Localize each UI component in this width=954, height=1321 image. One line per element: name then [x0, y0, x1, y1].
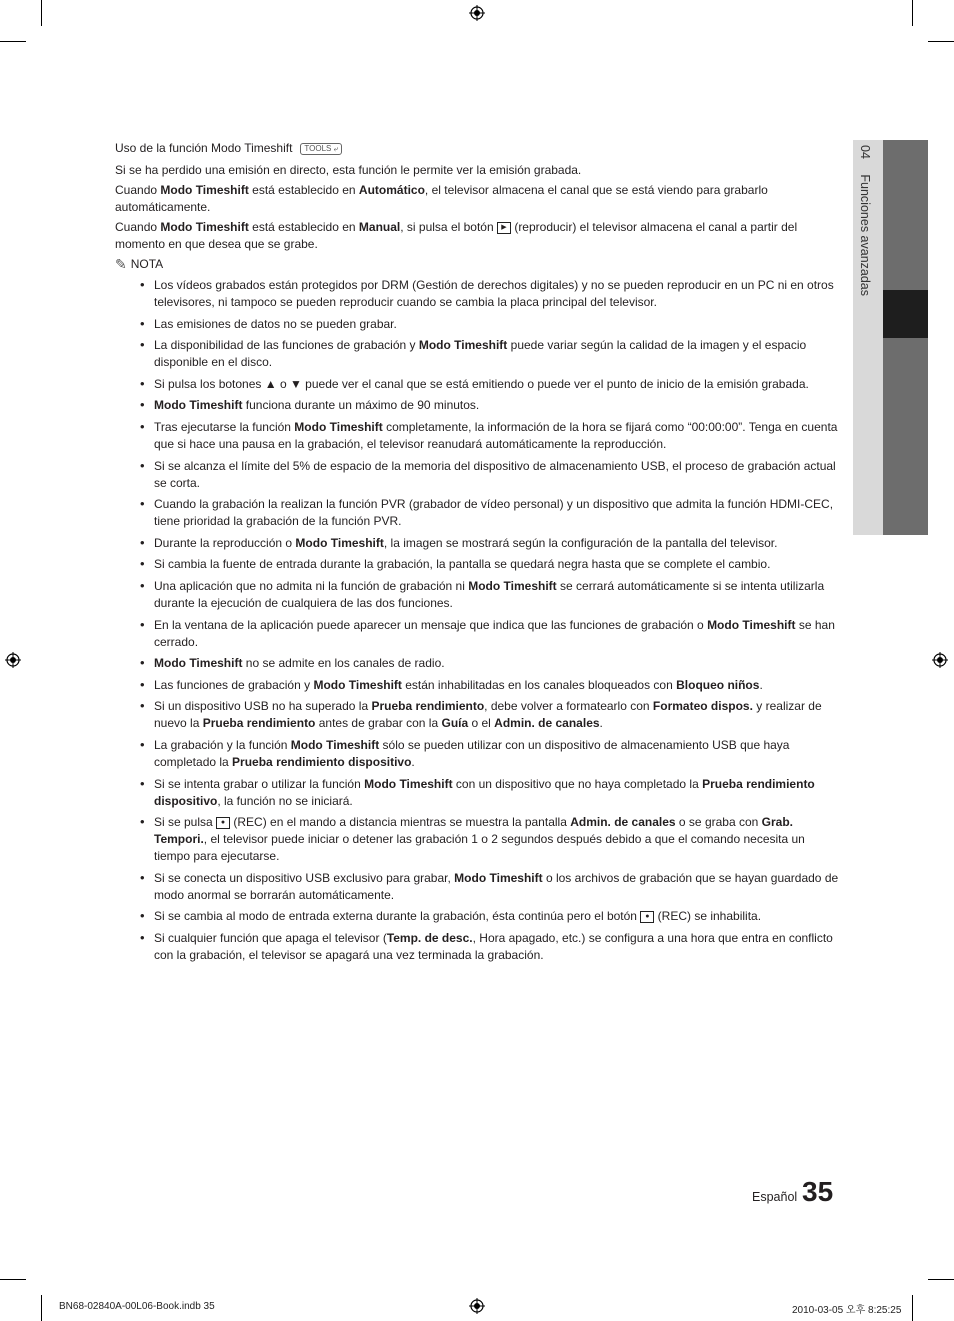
- side-tab-label: [858, 145, 872, 296]
- pencil-note-icon: ✎: [115, 256, 127, 272]
- note-item: • En la ventana de la aplicación puede aparecer un mensaje que indica que las funciones de grabación o Modo Timeshift se han cerrado.: [115, 617, 840, 651]
- crop-mark: [928, 41, 954, 42]
- section-heading: [115, 140, 840, 157]
- note-item: • Las emisiones de datos no se pueden grabar.: [115, 316, 840, 333]
- crop-mark: [41, 1295, 42, 1321]
- note-heading: [115, 256, 840, 273]
- page-number: 35: [802, 1176, 834, 1207]
- note-item: • Si se cambia al modo de entrada externa durante la grabación, ésta continúa pero el botón ● (REC) se inhabilita.: [115, 908, 840, 925]
- rec-button-icon: ●: [216, 817, 230, 829]
- note-item: • Los vídeos grabados están protegidos por DRM (Gestión de derechos digitales) y no se pueden reproducir en un PC ni en otros televisores, ni tampoco se pueden reproducir cuando se cambia la placa principal del televisor.: [115, 277, 840, 311]
- note-item: • Si cambia la fuente de entrada durante la grabación, la pantalla se quedará negra hasta que se complete el cambio.: [115, 556, 840, 573]
- crop-mark: [0, 1279, 26, 1280]
- note-item: • Si se alcanza el límite del 5% de espacio de la memoria del dispositivo de almacenamiento USB, el proceso de grabación actual se corta.: [115, 458, 840, 492]
- note-item: • Si un dispositivo USB no ha superado la Prueba rendimiento, debe volver a formatearlo con Formateo dispos. y realizar de nuevo la Prueba rendimiento antes de grabar con la Guía o el Admin. de canales.: [115, 698, 840, 732]
- registration-mark-icon: [932, 652, 948, 668]
- registration-mark-icon: [469, 1298, 485, 1314]
- chapter-title: Funciones avanzadas: [858, 174, 872, 296]
- print-slug-file: BN68-02840A-00L06-Book.indb 35: [59, 1301, 215, 1312]
- registration-mark-icon: [5, 652, 21, 668]
- registration-mark-icon: [469, 5, 485, 21]
- note-item: • Una aplicación que no admita ni la función de grabación ni Modo Timeshift se cerrará automáticamente si se intenta utilizarla durante la ejecución de cualquiera de las dos funciones.: [115, 578, 840, 612]
- note-item: • Si se pulsa ● (REC) en el mando a distancia mientras se muestra la pantalla Admin. de canales o se graba con Grab. Tempori., el televisor puede iniciar o detener las grabación 1 o 2 segundos después debido a que el comando necesita un tiempo para ejecutarse.: [115, 814, 840, 865]
- note-item: • Si se conecta un dispositivo USB exclusivo para grabar, Modo Timeshift o los archivos de grabación que se hayan guardado de modo anormal se borrarán automáticamente.: [115, 870, 840, 904]
- note-item: • Las funciones de grabación y Modo Timeshift están inhabilitadas en los canales bloqueados con Bloqueo niños.: [115, 677, 840, 694]
- note-item: • Modo Timeshift no se admite en los canales de radio.: [115, 655, 840, 672]
- note-label: NOTA: [130, 257, 164, 271]
- crop-mark: [912, 1295, 913, 1321]
- note-item: • Si pulsa los botones ▲ o ▼ puede ver el canal que se está emitiendo o puede ver el punto de inicio de la emisión grabada.: [115, 376, 840, 393]
- note-item: • Si se intenta grabar o utilizar la función Modo Timeshift con un dispositivo que no haya completado la Prueba rendimiento dispositivo, la función no se iniciará.: [115, 776, 840, 810]
- tools-badge-icon: TOOLS ⤶: [300, 143, 342, 155]
- note-item: • La grabación y la función Modo Timeshift sólo se pueden utilizar con un dispositivo de almacenamiento USB que haya completado la Prueba rendimiento dispositivo.: [115, 737, 840, 771]
- section-title: Uso de la función Modo Timeshift: [115, 141, 293, 155]
- note-item: • Si cualquier función que apaga el televisor (Temp. de desc., Hora apagado, etc.) se configura a una hora que entra en conflicto con la grabación, el televisor se apagará una vez terminada la grabación.: [115, 930, 840, 964]
- intro-paragraph: Si se ha perdido una emisión en directo, esta función le permite ver la emisión grabada.: [115, 163, 582, 177]
- crop-mark: [0, 41, 26, 42]
- footer-language: Español: [752, 1190, 798, 1204]
- print-slug-date: 2010-03-05 오후 8:25:25: [792, 1305, 902, 1316]
- crop-mark: [912, 0, 913, 26]
- note-item: • Durante la reproducción o Modo Timeshift, la imagen se mostrará según la configuración de la pantalla del televisor.: [115, 535, 840, 552]
- side-tab-active-marker: [883, 290, 928, 338]
- intro-paragraph: Cuando Modo Timeshift está establecido en Automático, el televisor almacena el canal que se está viendo para grabarlo automáticamente.: [115, 183, 768, 214]
- note-item: • Modo Timeshift funciona durante un máximo de 90 minutos.: [115, 397, 840, 414]
- crop-mark: [928, 1279, 954, 1280]
- note-item: • La disponibilidad de las funciones de grabación y Modo Timeshift puede variar según la calidad de la imagen y el espacio disponible en el disco.: [115, 337, 840, 371]
- note-item: • Tras ejecutarse la función Modo Timeshift completamente, la información de la hora se fijará como “00:00:00”. Tenga en cuenta que si hace una pausa en la grabación, el televisor reanudará automáticamente la reproducción.: [115, 419, 840, 453]
- play-button-icon: ▶: [497, 222, 511, 234]
- crop-mark: [41, 0, 42, 26]
- chapter-number: 04: [858, 145, 872, 159]
- note-list: [115, 277, 840, 964]
- note-item: • Cuando la grabación la realizan la función PVR (grabador de vídeo personal) y un dispositivo que admita la función HDMI-CEC, tiene prioridad la grabación de la función PVR.: [115, 496, 840, 530]
- rec-button-icon: ●: [640, 911, 654, 923]
- main-content: [115, 140, 840, 968]
- intro-paragraph: Cuando Modo Timeshift está establecido en Manual, si pulsa el botón ▶ (reproducir) el televisor almacena el canal a partir del momento en que desea que se grabe.: [115, 220, 798, 251]
